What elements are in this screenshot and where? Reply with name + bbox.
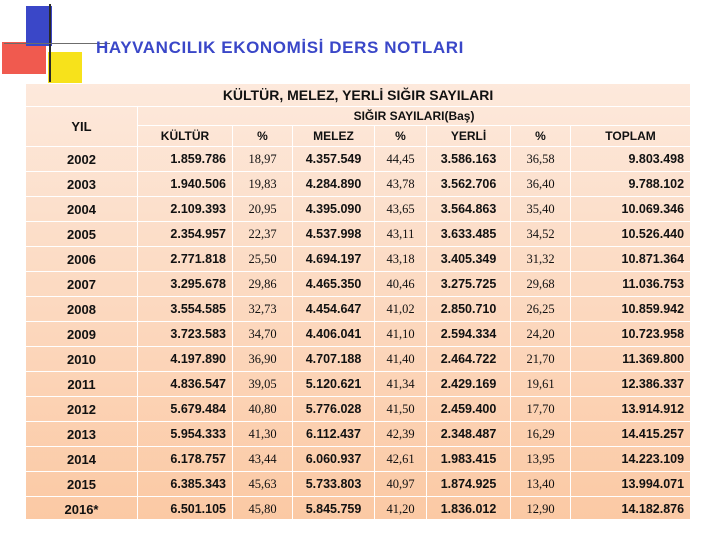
- toplam-cell: 11.036.753: [571, 272, 691, 297]
- year-cell: 2004: [26, 197, 138, 222]
- yerli-pct-cell: 17,70: [511, 397, 571, 422]
- yerli-pct-cell: 36,58: [511, 147, 571, 172]
- decor-yellow-square: [48, 52, 82, 84]
- year-cell: 2015: [26, 472, 138, 497]
- toplam-cell: 14.223.109: [571, 447, 691, 472]
- year-cell: 2011: [26, 372, 138, 397]
- kultur-pct-cell: 18,97: [233, 147, 293, 172]
- toplam-cell: 10.871.364: [571, 247, 691, 272]
- kultur-cell: 3.295.678: [138, 272, 233, 297]
- kultur-pct-cell: 34,70: [233, 322, 293, 347]
- melez-cell: 4.284.890: [293, 172, 375, 197]
- kultur-cell: 3.554.585: [138, 297, 233, 322]
- toplam-cell: 9.788.102: [571, 172, 691, 197]
- kultur-pct-cell: 29,86: [233, 272, 293, 297]
- melez-pct-cell: 43,11: [375, 222, 427, 247]
- group-header: SIĞIR SAYILARI(Baş): [138, 107, 691, 126]
- kultur-pct-cell: 45,63: [233, 472, 293, 497]
- toplam-cell: 12.386.337: [571, 372, 691, 397]
- yerli-pct-cell: 13,40: [511, 472, 571, 497]
- melez-cell: 4.707.188: [293, 347, 375, 372]
- yerli-cell: 2.459.400: [427, 397, 511, 422]
- melez-cell: 6.060.937: [293, 447, 375, 472]
- table-row: [26, 147, 691, 172]
- kultur-pct-cell: 45,80: [233, 497, 293, 522]
- melez-pct-cell: 41,34: [375, 372, 427, 397]
- yerli-cell: 2.348.487: [427, 422, 511, 447]
- yerli-pct-cell: 36,40: [511, 172, 571, 197]
- toplam-cell: 10.069.346: [571, 197, 691, 222]
- year-cell: 2002: [26, 147, 138, 172]
- yerli-pct-cell: 31,32: [511, 247, 571, 272]
- yerli-pct-cell: 19,61: [511, 372, 571, 397]
- col-header-melez: MELEZ: [293, 126, 375, 147]
- kultur-pct-cell: 25,50: [233, 247, 293, 272]
- table-row: [26, 272, 691, 297]
- table-row: [26, 247, 691, 272]
- table-row: [26, 422, 691, 447]
- kultur-pct-cell: 32,73: [233, 297, 293, 322]
- decor-horizontal-line: [4, 43, 110, 44]
- year-header: YIL: [26, 107, 138, 147]
- year-cell: 2006: [26, 247, 138, 272]
- yerli-cell: 3.633.485: [427, 222, 511, 247]
- year-cell: 2016*: [26, 497, 138, 522]
- melez-pct-cell: 42,61: [375, 447, 427, 472]
- kultur-cell: 4.836.547: [138, 372, 233, 397]
- melez-cell: 4.537.998: [293, 222, 375, 247]
- kultur-cell: 5.954.333: [138, 422, 233, 447]
- year-cell: 2010: [26, 347, 138, 372]
- year-cell: 2008: [26, 297, 138, 322]
- col-header-kultur: KÜLTÜR: [138, 126, 233, 147]
- caption-row: [26, 84, 691, 107]
- table-row: [26, 222, 691, 247]
- year-cell: 2003: [26, 172, 138, 197]
- yerli-pct-cell: 16,29: [511, 422, 571, 447]
- table-row: [26, 172, 691, 197]
- kultur-cell: 2.771.818: [138, 247, 233, 272]
- kultur-pct-cell: 20,95: [233, 197, 293, 222]
- kultur-cell: 1.940.506: [138, 172, 233, 197]
- kultur-pct-cell: 40,80: [233, 397, 293, 422]
- year-cell: 2005: [26, 222, 138, 247]
- melez-cell: 5.845.759: [293, 497, 375, 522]
- kultur-pct-cell: 39,05: [233, 372, 293, 397]
- kultur-cell: 6.385.343: [138, 472, 233, 497]
- melez-pct-cell: 43,78: [375, 172, 427, 197]
- melez-cell: 4.395.090: [293, 197, 375, 222]
- yerli-pct-cell: 26,25: [511, 297, 571, 322]
- table-row: [26, 372, 691, 397]
- melez-cell: 4.465.350: [293, 272, 375, 297]
- yerli-cell: 3.275.725: [427, 272, 511, 297]
- melez-pct-cell: 43,18: [375, 247, 427, 272]
- melez-cell: 5.776.028: [293, 397, 375, 422]
- melez-pct-cell: 41,20: [375, 497, 427, 522]
- year-cell: 2012: [26, 397, 138, 422]
- melez-cell: 5.733.803: [293, 472, 375, 497]
- yerli-cell: 2.594.334: [427, 322, 511, 347]
- year-cell: 2013: [26, 422, 138, 447]
- yerli-pct-cell: 24,20: [511, 322, 571, 347]
- table-caption: KÜLTÜR, MELEZ, YERLİ SIĞIR SAYILARI: [26, 84, 691, 107]
- table-row: [26, 397, 691, 422]
- kultur-pct-cell: 41,30: [233, 422, 293, 447]
- year-cell: 2009: [26, 322, 138, 347]
- melez-pct-cell: 40,97: [375, 472, 427, 497]
- cattle-table: [25, 83, 691, 522]
- kultur-pct-cell: 19,83: [233, 172, 293, 197]
- yerli-cell: 3.586.163: [427, 147, 511, 172]
- toplam-cell: 11.369.800: [571, 347, 691, 372]
- melez-pct-cell: 43,65: [375, 197, 427, 222]
- yerli-cell: 2.464.722: [427, 347, 511, 372]
- kultur-cell: 2.109.393: [138, 197, 233, 222]
- yerli-pct-cell: 34,52: [511, 222, 571, 247]
- toplam-cell: 14.182.876: [571, 497, 691, 522]
- melez-pct-cell: 44,45: [375, 147, 427, 172]
- kultur-pct-cell: 22,37: [233, 222, 293, 247]
- melez-cell: 6.112.437: [293, 422, 375, 447]
- toplam-cell: 9.803.498: [571, 147, 691, 172]
- year-cell: 2007: [26, 272, 138, 297]
- col-header-kultur-pct: %: [233, 126, 293, 147]
- yerli-pct-cell: 13,95: [511, 447, 571, 472]
- yerli-pct-cell: 12,90: [511, 497, 571, 522]
- melez-pct-cell: 41,40: [375, 347, 427, 372]
- toplam-cell: 13.914.912: [571, 397, 691, 422]
- melez-pct-cell: 41,02: [375, 297, 427, 322]
- melez-cell: 5.120.621: [293, 372, 375, 397]
- toplam-cell: 10.723.958: [571, 322, 691, 347]
- melez-cell: 4.406.041: [293, 322, 375, 347]
- kultur-cell: 1.859.786: [138, 147, 233, 172]
- table-row: [26, 497, 691, 522]
- melez-pct-cell: 41,10: [375, 322, 427, 347]
- table-row: [26, 322, 691, 347]
- col-header-toplam: TOPLAM: [571, 126, 691, 147]
- table-row: [26, 297, 691, 322]
- melez-cell: 4.694.197: [293, 247, 375, 272]
- kultur-cell: 6.501.105: [138, 497, 233, 522]
- table-row: [26, 447, 691, 472]
- kultur-pct-cell: 36,90: [233, 347, 293, 372]
- kultur-cell: 4.197.890: [138, 347, 233, 372]
- melez-cell: 4.357.549: [293, 147, 375, 172]
- col-header-melez-pct: %: [375, 126, 427, 147]
- yerli-cell: 2.429.169: [427, 372, 511, 397]
- col-header-yerli: YERLİ: [427, 126, 511, 147]
- kultur-pct-cell: 43,44: [233, 447, 293, 472]
- toplam-cell: 10.526.440: [571, 222, 691, 247]
- yerli-cell: 3.564.863: [427, 197, 511, 222]
- table-row: [26, 197, 691, 222]
- cattle-table-container: [25, 83, 690, 519]
- toplam-cell: 10.859.942: [571, 297, 691, 322]
- yerli-pct-cell: 21,70: [511, 347, 571, 372]
- slide-title: HAYVANCILIK EKONOMİSİ DERS NOTLARI: [96, 38, 464, 57]
- table-row: [26, 347, 691, 372]
- yerli-cell: 1.983.415: [427, 447, 511, 472]
- yerli-cell: 3.405.349: [427, 247, 511, 272]
- melez-cell: 4.454.647: [293, 297, 375, 322]
- yerli-cell: 2.850.710: [427, 297, 511, 322]
- melez-pct-cell: 41,50: [375, 397, 427, 422]
- table-body: [26, 84, 691, 522]
- col-header-yerli-pct: %: [511, 126, 571, 147]
- year-cell: 2014: [26, 447, 138, 472]
- decor-red-square: [2, 42, 46, 74]
- yerli-cell: 1.836.012: [427, 497, 511, 522]
- kultur-cell: 5.679.484: [138, 397, 233, 422]
- group-header-row: [26, 107, 691, 126]
- table-row: [26, 472, 691, 497]
- kultur-cell: 2.354.957: [138, 222, 233, 247]
- kultur-cell: 6.178.757: [138, 447, 233, 472]
- kultur-cell: 3.723.583: [138, 322, 233, 347]
- melez-pct-cell: 40,46: [375, 272, 427, 297]
- yerli-pct-cell: 29,68: [511, 272, 571, 297]
- melez-pct-cell: 42,39: [375, 422, 427, 447]
- toplam-cell: 14.415.257: [571, 422, 691, 447]
- yerli-pct-cell: 35,40: [511, 197, 571, 222]
- yerli-cell: 3.562.706: [427, 172, 511, 197]
- toplam-cell: 13.994.071: [571, 472, 691, 497]
- yerli-cell: 1.874.925: [427, 472, 511, 497]
